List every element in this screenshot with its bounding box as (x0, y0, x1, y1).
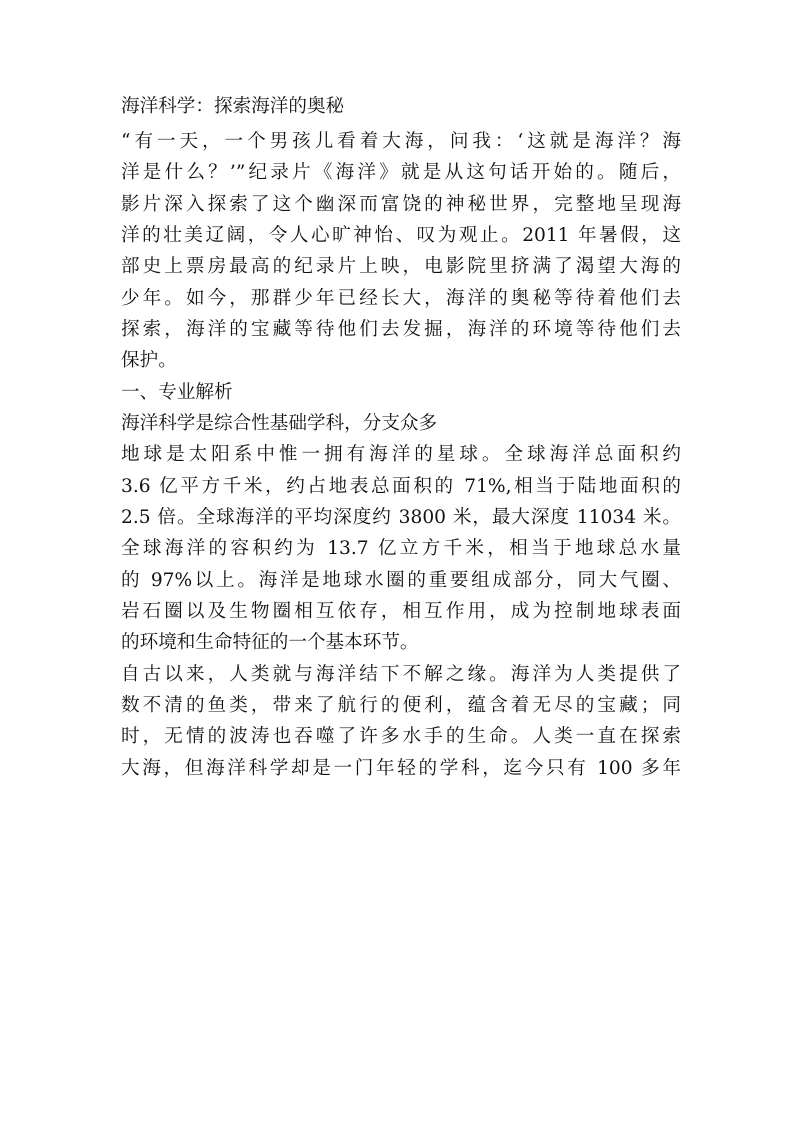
paragraph-line: 数不清的鱼类，带来了航行的便利，蕴含着无尽的宝藏；同 (121, 695, 681, 716)
paragraph-line: 影片深入探索了这个幽深而富饶的神秘世界，完整地呈现海 (121, 194, 681, 215)
subsection-heading: 海洋科学是综合性基础学科，分支众多 (121, 413, 438, 434)
paragraph-line: 保护。 (121, 350, 177, 371)
paragraph-line: 洋是什么？’”纪录片《海洋》就是从这句话开始的。随后， (121, 162, 681, 183)
paragraph-line: 的环境和生命特征的一个基本环节。 (121, 632, 419, 653)
paragraph-line: 岩石圈以及生物圈相互依存，相互作用，成为控制地球表面 (121, 601, 681, 622)
paragraph-line: 的 97%以上。海洋是地球水圈的重要组成部分，同大气圈、 (121, 570, 681, 591)
paragraph-line: 2.5 倍。全球海洋的平均深度约 3800 米，最大深度 11034 米。 (121, 507, 681, 528)
paragraph-line: 大海，但海洋科学却是一门年轻的学科，迄今只有 100 多年 (121, 758, 681, 779)
section-heading: 一、专业解析 (121, 382, 233, 403)
paragraph-line: 部史上票房最高的纪录片上映，电影院里挤满了渴望大海的 (121, 256, 681, 277)
paragraph-line: 洋的壮美辽阔，令人心旷神怡、叹为观止。2011 年暑假，这 (121, 225, 681, 246)
paragraph-line: 自古以来，人类就与海洋结下不解之缘。海洋为人类提供了 (121, 664, 681, 685)
paragraph-line: 3.6 亿平方千米，约占地表总面积的 71%,相当于陆地面积的 (121, 476, 681, 497)
paragraph-line: 时，无情的波涛也吞噬了许多水手的生命。人类一直在探索 (121, 726, 681, 747)
paragraph-line: 探索，海洋的宝藏等待他们去发掘，海洋的环境等待他们去 (121, 319, 681, 340)
paragraph-line: 地球是太阳系中惟一拥有海洋的星球。全球海洋总面积约 (121, 444, 681, 465)
paragraph-line: 全球海洋的容积约为 13.7 亿立方千米，相当于地球总水量 (121, 538, 681, 559)
document-title: 海洋科学：探索海洋的奥秘 (121, 96, 345, 117)
paragraph-line: 少年。如今，那群少年已经长大，海洋的奥秘等待着他们去 (121, 288, 681, 309)
paragraph-line: “有一天，一个男孩儿看着大海，问我：‘这就是海洋？海 (121, 131, 681, 152)
